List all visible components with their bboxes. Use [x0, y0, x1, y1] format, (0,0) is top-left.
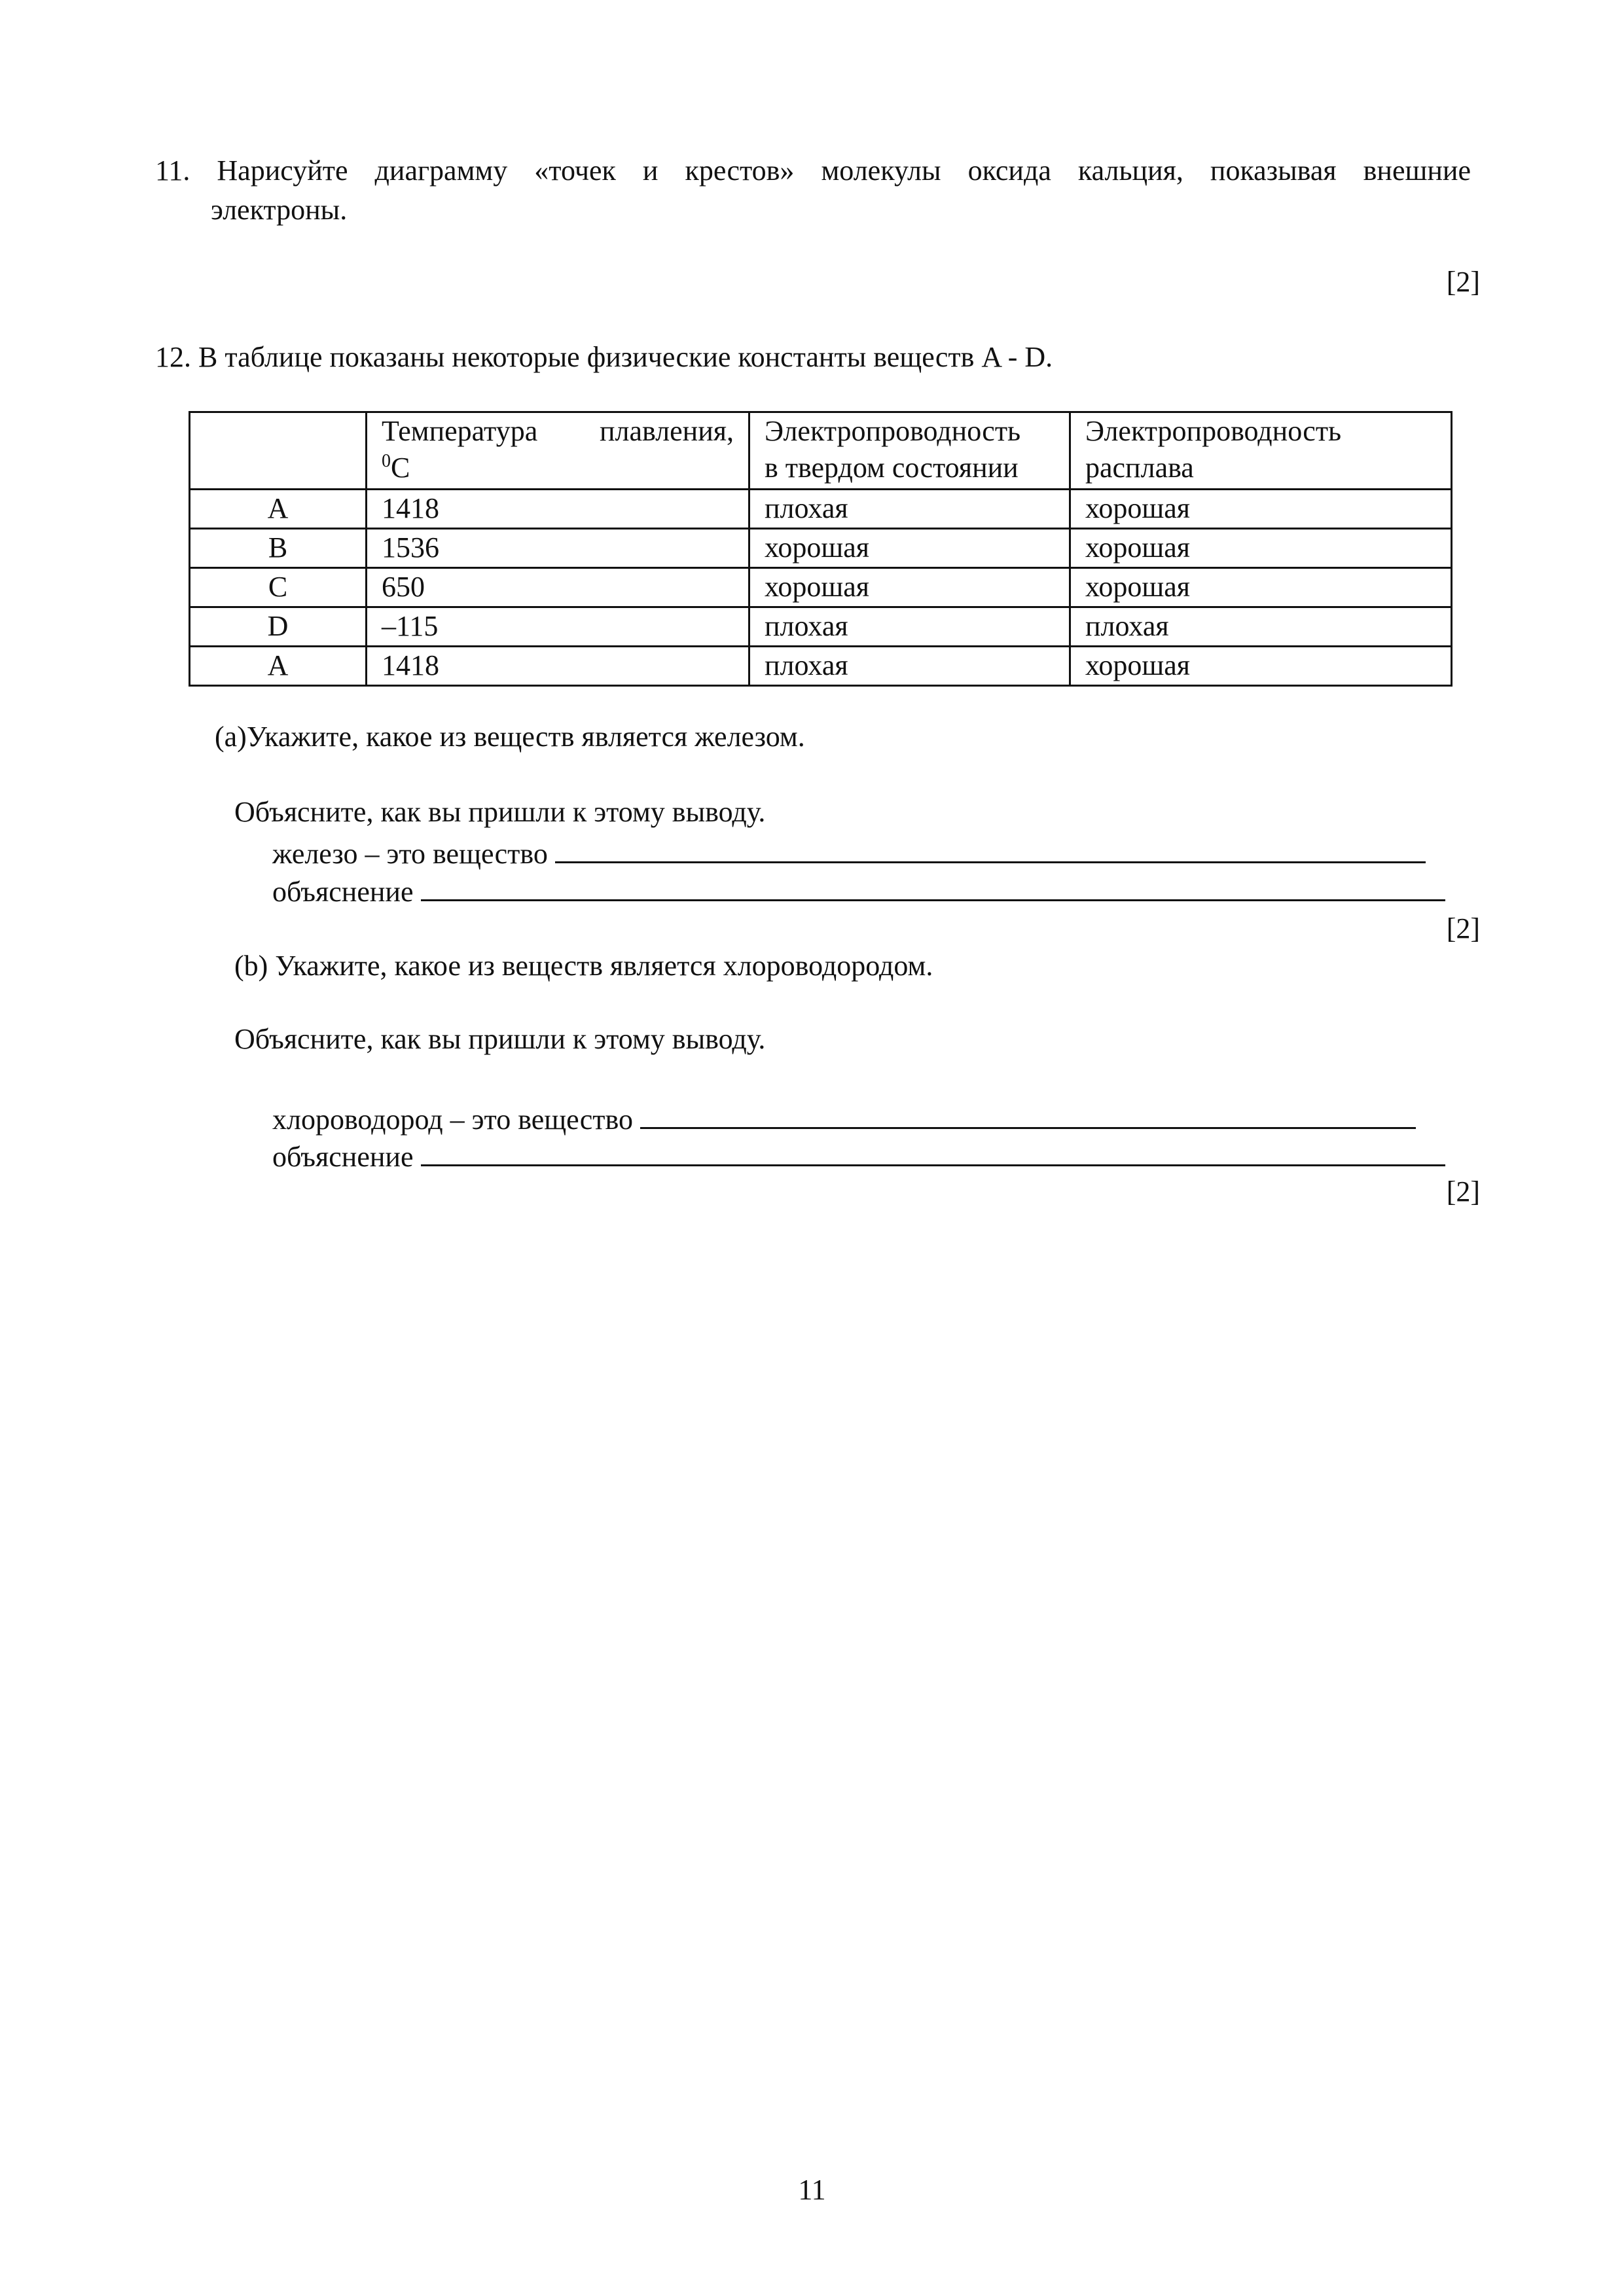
cell-molten-conductivity: плохая: [1070, 607, 1452, 647]
part-b-explanation-line: [272, 1136, 1445, 1174]
table-header-row: [190, 412, 1452, 490]
part-a-explanation-line: [272, 870, 1445, 908]
iron-explanation-field[interactable]: [421, 870, 1445, 901]
melting-header-word2: плавления,: [599, 415, 734, 447]
question-11-marks: [2]: [1446, 266, 1480, 298]
part-a-answer-line: [272, 833, 1426, 870]
part-a-answer-label: железо – это вещество: [272, 838, 548, 870]
question-11-text: 11. Нарисуйте диаграмму «точек и крестов» молекулы оксида кальция, показывая внешние: [155, 154, 1471, 187]
part-b-explanation-label: объяснение: [272, 1141, 414, 1173]
cell-molten-conductivity: хорошая: [1070, 529, 1452, 568]
cell-solid-conductivity: плохая: [749, 607, 1070, 647]
table-header-melting-point: [367, 412, 749, 490]
molten-header-line2: расплава: [1085, 452, 1194, 484]
cell-solid-conductivity: хорошая: [749, 529, 1070, 568]
question-11-text-continued: электроны.: [211, 194, 348, 226]
cell-melting-point: 650: [367, 568, 749, 607]
table-row: [190, 647, 1452, 686]
cell-melting-point: 1418: [367, 490, 749, 529]
solid-header-line2: в твердом состоянии: [765, 452, 1019, 484]
cell-molten-conductivity: хорошая: [1070, 647, 1452, 686]
part-a-explain-prompt: Объясните, как вы пришли к этому выводу.: [234, 796, 766, 828]
cell-molten-conductivity: хорошая: [1070, 568, 1452, 607]
hydrogen-chloride-answer-field[interactable]: [640, 1098, 1416, 1129]
page-number: 11: [798, 2174, 826, 2206]
table-header-substance: [190, 412, 367, 490]
part-a-marks: [2]: [1446, 912, 1480, 944]
cell-substance: A: [190, 647, 367, 686]
part-b-marks: [2]: [1446, 1175, 1480, 1208]
cell-solid-conductivity: хорошая: [749, 568, 1070, 607]
cell-substance: A: [190, 490, 367, 529]
cell-substance: C: [190, 568, 367, 607]
table-row: [190, 568, 1452, 607]
cell-solid-conductivity: плохая: [749, 490, 1070, 529]
cell-substance: B: [190, 529, 367, 568]
solid-header-line1: Электропроводность: [765, 415, 1021, 447]
table-row: [190, 490, 1452, 529]
table-header-molten-conductivity: [1070, 412, 1452, 490]
table-header-solid-conductivity: [749, 412, 1070, 490]
table-row: [190, 529, 1452, 568]
part-a-question: (a)Укажите, какое из веществ является железом.: [215, 721, 805, 753]
part-b-answer-label: хлороводород – это вещество: [272, 1103, 633, 1136]
question-12-intro: 12. В таблице показаны некоторые физические константы веществ A - D.: [155, 341, 1053, 373]
table-row: [190, 607, 1452, 647]
hydrogen-chloride-explanation-field[interactable]: [421, 1136, 1445, 1166]
cell-melting-point: –115: [367, 607, 749, 647]
cell-melting-point: 1418: [367, 647, 749, 686]
cell-melting-point: 1536: [367, 529, 749, 568]
melting-header-word1: Температура: [382, 415, 538, 447]
cell-substance: D: [190, 607, 367, 647]
iron-answer-field[interactable]: [555, 833, 1426, 863]
part-b-answer-line: [272, 1098, 1416, 1136]
molten-header-line1: Электропроводность: [1085, 415, 1342, 447]
physical-constants-table: [189, 411, 1453, 687]
melting-header-unit: C: [391, 452, 410, 484]
part-b-explain-prompt: Объясните, как вы пришли к этому выводу.: [234, 1023, 766, 1055]
cell-molten-conductivity: хорошая: [1070, 490, 1452, 529]
part-a-explanation-label: объяснение: [272, 876, 414, 908]
degree-superscript: 0: [382, 451, 391, 471]
part-b-question: (b) Укажите, какое из веществ является хлороводородом.: [234, 950, 933, 982]
cell-solid-conductivity: плохая: [749, 647, 1070, 686]
